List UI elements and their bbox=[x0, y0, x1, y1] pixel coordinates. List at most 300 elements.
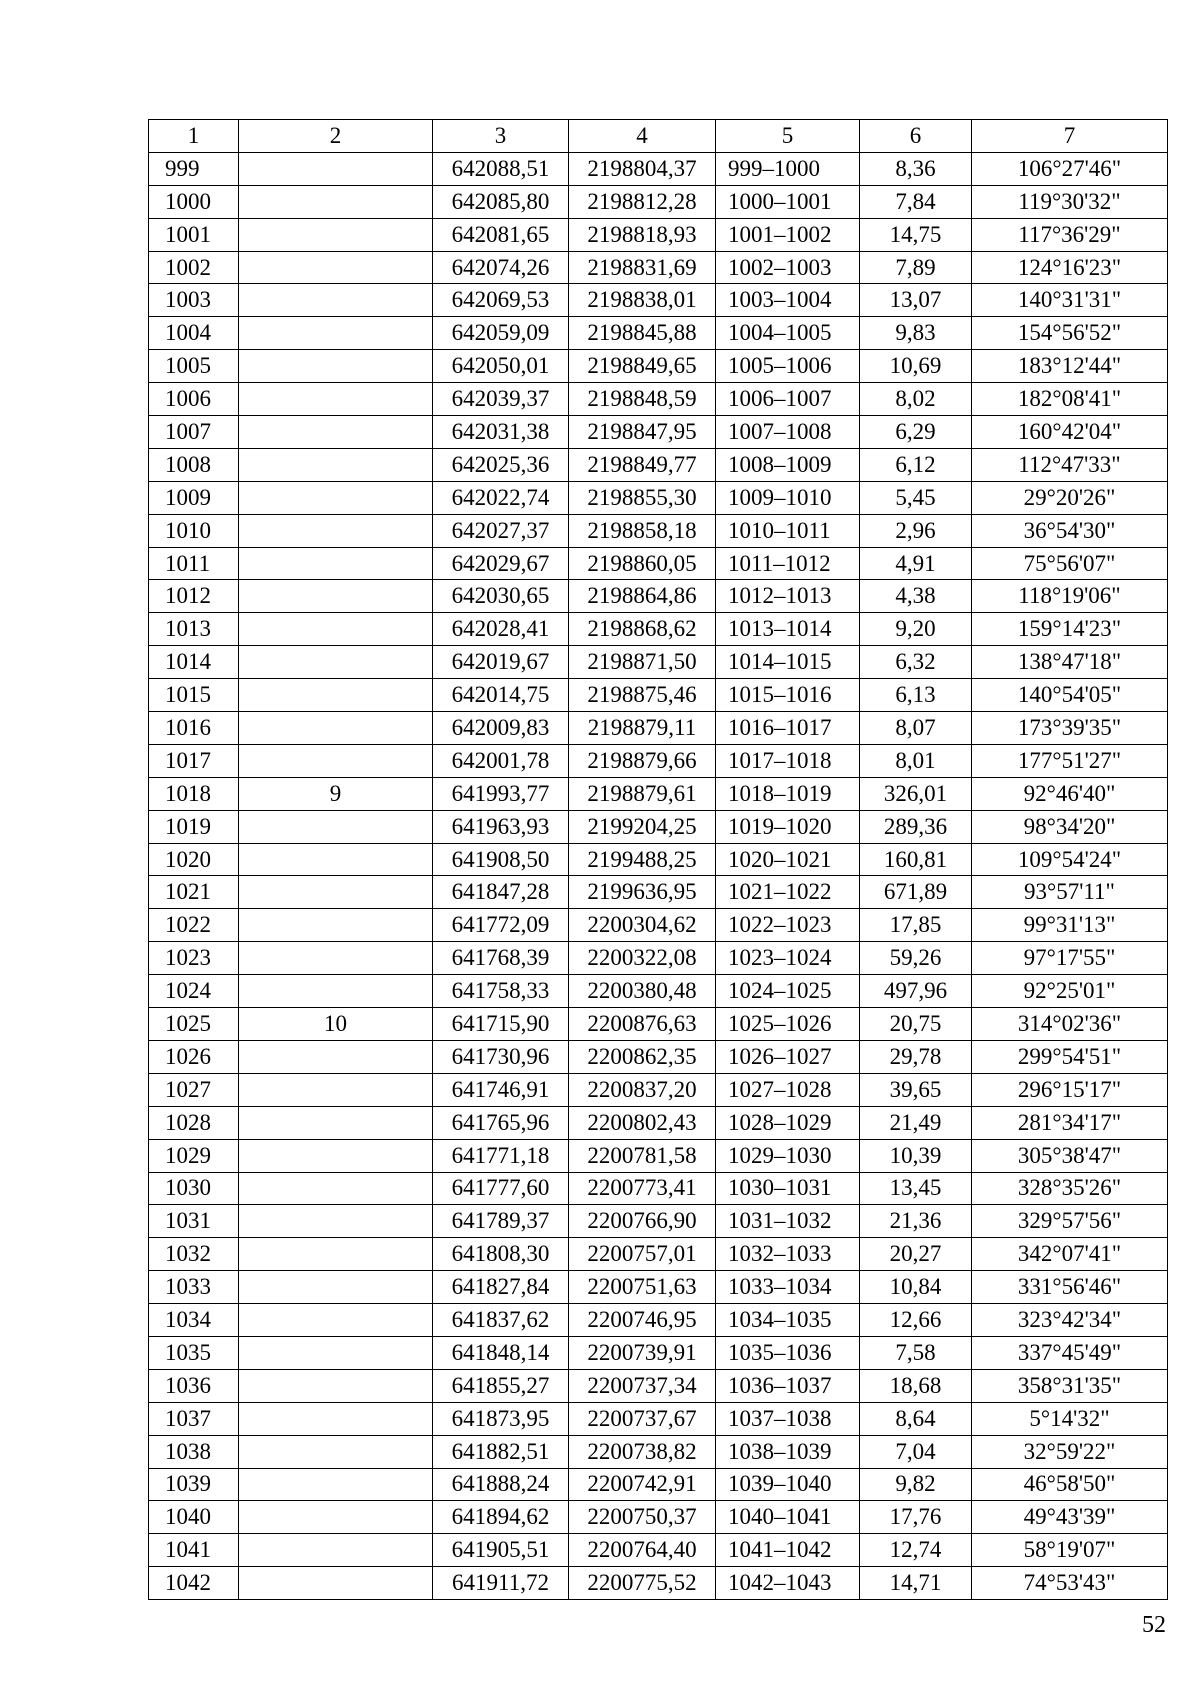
cell-coord-x: 642050,01 bbox=[433, 350, 569, 383]
cell-bearing: 154°56'52" bbox=[972, 317, 1168, 350]
cell-length: 9,83 bbox=[860, 317, 972, 350]
cell-segment: 1020–1021 bbox=[716, 843, 860, 876]
cell-point-number: 1025 bbox=[149, 1008, 239, 1041]
cell-bearing: 159°14'23" bbox=[972, 613, 1168, 646]
cell-coord-y: 2198879,61 bbox=[569, 777, 716, 810]
page-number: 52 bbox=[1142, 1612, 1166, 1638]
cell-coord-y: 2198804,37 bbox=[569, 152, 716, 185]
cell-length: 20,27 bbox=[860, 1238, 972, 1271]
cell-coord-x: 641993,77 bbox=[433, 777, 569, 810]
cell-coord-y: 2198871,50 bbox=[569, 646, 716, 679]
cell-length: 59,26 bbox=[860, 942, 972, 975]
cell-coord-x: 641894,62 bbox=[433, 1501, 569, 1534]
table-row bbox=[149, 514, 1168, 547]
cell-segment: 1019–1020 bbox=[716, 810, 860, 843]
table-row bbox=[149, 712, 1168, 745]
cell-point-number: 1003 bbox=[149, 284, 239, 317]
cell-coord-y: 2200742,91 bbox=[569, 1468, 716, 1501]
table-row bbox=[149, 481, 1168, 514]
cell-point-number: 1024 bbox=[149, 975, 239, 1008]
cell-coord-y: 2198845,88 bbox=[569, 317, 716, 350]
cell-length: 5,45 bbox=[860, 481, 972, 514]
cell-coord-y: 2200738,82 bbox=[569, 1435, 716, 1468]
table-row bbox=[149, 1567, 1168, 1600]
cell-coord-y: 2200739,91 bbox=[569, 1336, 716, 1369]
table-row bbox=[149, 1172, 1168, 1205]
cell-bearing: 109°54'24" bbox=[972, 843, 1168, 876]
cell-length: 326,01 bbox=[860, 777, 972, 810]
cell-segment: 1002–1003 bbox=[716, 251, 860, 284]
header-cell-3: 3 bbox=[433, 120, 569, 153]
cell-coord-y: 2200322,08 bbox=[569, 942, 716, 975]
cell-coord-x: 641908,50 bbox=[433, 843, 569, 876]
cell-segment: 1032–1033 bbox=[716, 1238, 860, 1271]
cell-coord-x: 641888,24 bbox=[433, 1468, 569, 1501]
cell-segment: 1009–1010 bbox=[716, 481, 860, 514]
table-row bbox=[149, 251, 1168, 284]
cell-bearing: 5°14'32" bbox=[972, 1402, 1168, 1435]
table-row bbox=[149, 383, 1168, 416]
cell-bearing: 305°38'47" bbox=[972, 1139, 1168, 1172]
cell-length: 17,85 bbox=[860, 909, 972, 942]
cell-section-number bbox=[239, 1534, 433, 1567]
cell-coord-y: 2198858,18 bbox=[569, 514, 716, 547]
cell-section-number bbox=[239, 185, 433, 218]
cell-segment: 1024–1025 bbox=[716, 975, 860, 1008]
cell-point-number: 1034 bbox=[149, 1304, 239, 1337]
cell-length: 8,64 bbox=[860, 1402, 972, 1435]
cell-bearing: 337°45'49" bbox=[972, 1336, 1168, 1369]
cell-coord-x: 641905,51 bbox=[433, 1534, 569, 1567]
cell-bearing: 29°20'26" bbox=[972, 481, 1168, 514]
cell-bearing: 329°57'56" bbox=[972, 1205, 1168, 1238]
cell-bearing: 160°42'04" bbox=[972, 416, 1168, 449]
cell-coord-x: 641777,60 bbox=[433, 1172, 569, 1205]
cell-coord-y: 2198864,86 bbox=[569, 580, 716, 613]
cell-segment: 1018–1019 bbox=[716, 777, 860, 810]
cell-point-number: 1021 bbox=[149, 876, 239, 909]
table-row bbox=[149, 152, 1168, 185]
cell-segment: 1010–1011 bbox=[716, 514, 860, 547]
cell-section-number bbox=[239, 1139, 433, 1172]
cell-length: 21,36 bbox=[860, 1205, 972, 1238]
cell-section-number bbox=[239, 1073, 433, 1106]
cell-coord-x: 642028,41 bbox=[433, 613, 569, 646]
cell-coord-x: 642069,53 bbox=[433, 284, 569, 317]
cell-length: 13,45 bbox=[860, 1172, 972, 1205]
cell-point-number: 1006 bbox=[149, 383, 239, 416]
cell-coord-x: 642081,65 bbox=[433, 218, 569, 251]
cell-segment: 1005–1006 bbox=[716, 350, 860, 383]
cell-coord-x: 642001,78 bbox=[433, 744, 569, 777]
cell-length: 289,36 bbox=[860, 810, 972, 843]
cell-point-number: 1036 bbox=[149, 1369, 239, 1402]
cell-bearing: 49°43'39" bbox=[972, 1501, 1168, 1534]
cell-coord-x: 641827,84 bbox=[433, 1271, 569, 1304]
cell-segment: 1006–1007 bbox=[716, 383, 860, 416]
cell-coord-y: 2198818,93 bbox=[569, 218, 716, 251]
cell-bearing: 331°56'46" bbox=[972, 1271, 1168, 1304]
cell-segment: 1038–1039 bbox=[716, 1435, 860, 1468]
cell-point-number: 1001 bbox=[149, 218, 239, 251]
cell-section-number bbox=[239, 1369, 433, 1402]
table-row bbox=[149, 1271, 1168, 1304]
cell-coord-x: 641765,96 bbox=[433, 1106, 569, 1139]
cell-segment: 1029–1030 bbox=[716, 1139, 860, 1172]
cell-section-number bbox=[239, 448, 433, 481]
cell-segment: 1016–1017 bbox=[716, 712, 860, 745]
cell-section-number bbox=[239, 416, 433, 449]
cell-segment: 1037–1038 bbox=[716, 1402, 860, 1435]
cell-bearing: 140°31'31" bbox=[972, 284, 1168, 317]
cell-coord-y: 2200775,52 bbox=[569, 1567, 716, 1600]
cell-length: 7,84 bbox=[860, 185, 972, 218]
cell-coord-x: 641873,95 bbox=[433, 1402, 569, 1435]
cell-coord-x: 642014,75 bbox=[433, 679, 569, 712]
cell-segment: 1031–1032 bbox=[716, 1205, 860, 1238]
cell-section-number bbox=[239, 909, 433, 942]
cell-section-number bbox=[239, 251, 433, 284]
cell-bearing: 75°56'07" bbox=[972, 547, 1168, 580]
cell-point-number: 1042 bbox=[149, 1567, 239, 1600]
cell-coord-x: 641768,39 bbox=[433, 942, 569, 975]
cell-length: 10,69 bbox=[860, 350, 972, 383]
cell-segment: 1030–1031 bbox=[716, 1172, 860, 1205]
cell-coord-x: 641771,18 bbox=[433, 1139, 569, 1172]
table-row bbox=[149, 547, 1168, 580]
cell-coord-y: 2200766,90 bbox=[569, 1205, 716, 1238]
cell-coord-y: 2199204,25 bbox=[569, 810, 716, 843]
table-row bbox=[149, 185, 1168, 218]
cell-section-number bbox=[239, 1435, 433, 1468]
cell-bearing: 74°53'43" bbox=[972, 1567, 1168, 1600]
cell-section-number bbox=[239, 481, 433, 514]
cell-section-number bbox=[239, 1402, 433, 1435]
cell-coord-y: 2198875,46 bbox=[569, 679, 716, 712]
cell-length: 12,74 bbox=[860, 1534, 972, 1567]
cell-coord-y: 2200837,20 bbox=[569, 1073, 716, 1106]
cell-point-number: 1029 bbox=[149, 1139, 239, 1172]
cell-bearing: 323°42'34" bbox=[972, 1304, 1168, 1337]
cell-length: 2,96 bbox=[860, 514, 972, 547]
cell-point-number: 1039 bbox=[149, 1468, 239, 1501]
cell-bearing: 342°07'41" bbox=[972, 1238, 1168, 1271]
cell-coord-x: 641715,90 bbox=[433, 1008, 569, 1041]
table-row bbox=[149, 1238, 1168, 1271]
cell-point-number: 1027 bbox=[149, 1073, 239, 1106]
cell-segment: 1007–1008 bbox=[716, 416, 860, 449]
cell-length: 9,82 bbox=[860, 1468, 972, 1501]
cell-coord-y: 2200773,41 bbox=[569, 1172, 716, 1205]
table-row bbox=[149, 317, 1168, 350]
cell-length: 7,58 bbox=[860, 1336, 972, 1369]
cell-length: 7,04 bbox=[860, 1435, 972, 1468]
header-cell-1: 1 bbox=[149, 120, 239, 153]
cell-coord-y: 2199636,95 bbox=[569, 876, 716, 909]
cell-coord-x: 642088,51 bbox=[433, 152, 569, 185]
header-cell-2: 2 bbox=[239, 120, 433, 153]
cell-section-number bbox=[239, 514, 433, 547]
cell-coord-y: 2198849,65 bbox=[569, 350, 716, 383]
cell-coord-y: 2199488,25 bbox=[569, 843, 716, 876]
cell-point-number: 1012 bbox=[149, 580, 239, 613]
cell-section-number bbox=[239, 1106, 433, 1139]
cell-bearing: 92°25'01" bbox=[972, 975, 1168, 1008]
header-cell-7: 7 bbox=[972, 120, 1168, 153]
cell-segment: 1040–1041 bbox=[716, 1501, 860, 1534]
cell-segment: 1003–1004 bbox=[716, 284, 860, 317]
cell-coord-x: 642059,09 bbox=[433, 317, 569, 350]
cell-segment: 1026–1027 bbox=[716, 1040, 860, 1073]
table-row bbox=[149, 580, 1168, 613]
cell-section-number bbox=[239, 284, 433, 317]
cell-bearing: 182°08'41" bbox=[972, 383, 1168, 416]
cell-coord-y: 2198831,69 bbox=[569, 251, 716, 284]
cell-point-number: 1020 bbox=[149, 843, 239, 876]
cell-coord-x: 642019,67 bbox=[433, 646, 569, 679]
cell-bearing: 112°47'33" bbox=[972, 448, 1168, 481]
cell-segment: 1011–1012 bbox=[716, 547, 860, 580]
table-row bbox=[149, 350, 1168, 383]
table-row bbox=[149, 1402, 1168, 1435]
cell-length: 13,07 bbox=[860, 284, 972, 317]
cell-section-number bbox=[239, 876, 433, 909]
table-row bbox=[149, 744, 1168, 777]
cell-segment: 1012–1013 bbox=[716, 580, 860, 613]
cell-bearing: 99°31'13" bbox=[972, 909, 1168, 942]
cell-section-number bbox=[239, 613, 433, 646]
cell-length: 10,84 bbox=[860, 1271, 972, 1304]
cell-section-number bbox=[239, 218, 433, 251]
cell-coord-x: 641848,14 bbox=[433, 1336, 569, 1369]
table-row bbox=[149, 1205, 1168, 1238]
cell-section-number bbox=[239, 712, 433, 745]
cell-coord-x: 641882,51 bbox=[433, 1435, 569, 1468]
cell-coord-y: 2200757,01 bbox=[569, 1238, 716, 1271]
cell-coord-x: 641963,93 bbox=[433, 810, 569, 843]
cell-length: 8,36 bbox=[860, 152, 972, 185]
cell-length: 14,75 bbox=[860, 218, 972, 251]
cell-section-number bbox=[239, 317, 433, 350]
cell-coord-x: 641746,91 bbox=[433, 1073, 569, 1106]
cell-length: 6,13 bbox=[860, 679, 972, 712]
cell-length: 8,07 bbox=[860, 712, 972, 745]
cell-coord-y: 2198848,59 bbox=[569, 383, 716, 416]
cell-coord-y: 2198812,28 bbox=[569, 185, 716, 218]
cell-coord-x: 642074,26 bbox=[433, 251, 569, 284]
cell-coord-x: 641772,09 bbox=[433, 909, 569, 942]
table-row bbox=[149, 777, 1168, 810]
cell-point-number: 1040 bbox=[149, 1501, 239, 1534]
cell-coord-y: 2200764,40 bbox=[569, 1534, 716, 1567]
cell-section-number bbox=[239, 975, 433, 1008]
cell-segment: 1033–1034 bbox=[716, 1271, 860, 1304]
cell-length: 10,39 bbox=[860, 1139, 972, 1172]
cell-section-number bbox=[239, 1040, 433, 1073]
cell-bearing: 281°34'17" bbox=[972, 1106, 1168, 1139]
cell-segment: 999–1000 bbox=[716, 152, 860, 185]
cell-coord-y: 2198860,05 bbox=[569, 547, 716, 580]
cell-point-number: 1002 bbox=[149, 251, 239, 284]
cell-coord-x: 642009,83 bbox=[433, 712, 569, 745]
cell-section-number bbox=[239, 942, 433, 975]
header-cell-4: 4 bbox=[569, 120, 716, 153]
cell-bearing: 58°19'07" bbox=[972, 1534, 1168, 1567]
cell-coord-y: 2200802,43 bbox=[569, 1106, 716, 1139]
cell-length: 9,20 bbox=[860, 613, 972, 646]
cell-length: 6,32 bbox=[860, 646, 972, 679]
cell-bearing: 124°16'23" bbox=[972, 251, 1168, 284]
table-row bbox=[149, 909, 1168, 942]
cell-section-number bbox=[239, 1501, 433, 1534]
cell-point-number: 1016 bbox=[149, 712, 239, 745]
cell-point-number: 1015 bbox=[149, 679, 239, 712]
table-body bbox=[149, 152, 1168, 1599]
cell-point-number: 1007 bbox=[149, 416, 239, 449]
cell-section-number bbox=[239, 1304, 433, 1337]
cell-section-number bbox=[239, 1172, 433, 1205]
cell-bearing: 173°39'35" bbox=[972, 712, 1168, 745]
cell-point-number: 1013 bbox=[149, 613, 239, 646]
cell-point-number: 1022 bbox=[149, 909, 239, 942]
cell-point-number: 1026 bbox=[149, 1040, 239, 1073]
cell-point-number: 1032 bbox=[149, 1238, 239, 1271]
cell-coord-x: 642029,67 bbox=[433, 547, 569, 580]
cell-coord-y: 2200746,95 bbox=[569, 1304, 716, 1337]
cell-length: 14,71 bbox=[860, 1567, 972, 1600]
table-row bbox=[149, 843, 1168, 876]
cell-segment: 1001–1002 bbox=[716, 218, 860, 251]
header-cell-5: 5 bbox=[716, 120, 860, 153]
cell-segment: 1036–1037 bbox=[716, 1369, 860, 1402]
cell-coord-x: 642031,38 bbox=[433, 416, 569, 449]
cell-section-number bbox=[239, 1238, 433, 1271]
cell-bearing: 358°31'35" bbox=[972, 1369, 1168, 1402]
table-row bbox=[149, 1501, 1168, 1534]
cell-section-number bbox=[239, 744, 433, 777]
cell-coord-y: 2198879,11 bbox=[569, 712, 716, 745]
cell-length: 8,01 bbox=[860, 744, 972, 777]
cell-point-number: 1010 bbox=[149, 514, 239, 547]
cell-coord-y: 2198855,30 bbox=[569, 481, 716, 514]
cell-point-number: 1008 bbox=[149, 448, 239, 481]
cell-coord-y: 2200781,58 bbox=[569, 1139, 716, 1172]
cell-point-number: 1035 bbox=[149, 1336, 239, 1369]
table-row bbox=[149, 1073, 1168, 1106]
cell-bearing: 296°15'17" bbox=[972, 1073, 1168, 1106]
coordinates-table bbox=[148, 119, 1168, 1600]
cell-segment: 1015–1016 bbox=[716, 679, 860, 712]
cell-section-number bbox=[239, 679, 433, 712]
cell-coord-x: 641808,30 bbox=[433, 1238, 569, 1271]
cell-bearing: 46°58'50" bbox=[972, 1468, 1168, 1501]
cell-point-number: 1018 bbox=[149, 777, 239, 810]
cell-section-number bbox=[239, 1205, 433, 1238]
cell-segment: 1022–1023 bbox=[716, 909, 860, 942]
cell-bearing: 140°54'05" bbox=[972, 679, 1168, 712]
cell-section-number bbox=[239, 1567, 433, 1600]
cell-point-number: 1005 bbox=[149, 350, 239, 383]
cell-segment: 1000–1001 bbox=[716, 185, 860, 218]
table-row bbox=[149, 646, 1168, 679]
cell-length: 160,81 bbox=[860, 843, 972, 876]
table-row bbox=[149, 1468, 1168, 1501]
cell-coord-x: 642039,37 bbox=[433, 383, 569, 416]
cell-length: 4,91 bbox=[860, 547, 972, 580]
cell-coord-x: 642025,36 bbox=[433, 448, 569, 481]
cell-segment: 1008–1009 bbox=[716, 448, 860, 481]
cell-bearing: 106°27'46" bbox=[972, 152, 1168, 185]
cell-segment: 1041–1042 bbox=[716, 1534, 860, 1567]
cell-coord-y: 2200304,62 bbox=[569, 909, 716, 942]
cell-segment: 1023–1024 bbox=[716, 942, 860, 975]
header-row bbox=[149, 120, 1168, 153]
cell-section-number bbox=[239, 547, 433, 580]
cell-coord-x: 641789,37 bbox=[433, 1205, 569, 1238]
cell-bearing: 117°36'29" bbox=[972, 218, 1168, 251]
header-cell-6: 6 bbox=[860, 120, 972, 153]
table-row bbox=[149, 218, 1168, 251]
cell-section-number bbox=[239, 1336, 433, 1369]
cell-section-number bbox=[239, 350, 433, 383]
cell-section-number: 9 bbox=[239, 777, 433, 810]
cell-length: 17,76 bbox=[860, 1501, 972, 1534]
table-row bbox=[149, 448, 1168, 481]
cell-bearing: 138°47'18" bbox=[972, 646, 1168, 679]
table-row bbox=[149, 284, 1168, 317]
cell-bearing: 328°35'26" bbox=[972, 1172, 1168, 1205]
cell-coord-y: 2200751,63 bbox=[569, 1271, 716, 1304]
cell-bearing: 92°46'40" bbox=[972, 777, 1168, 810]
cell-coord-y: 2198847,95 bbox=[569, 416, 716, 449]
table-row bbox=[149, 810, 1168, 843]
cell-bearing: 36°54'30" bbox=[972, 514, 1168, 547]
table-row bbox=[149, 679, 1168, 712]
cell-length: 39,65 bbox=[860, 1073, 972, 1106]
cell-coord-y: 2198849,77 bbox=[569, 448, 716, 481]
cell-point-number: 1033 bbox=[149, 1271, 239, 1304]
cell-coord-x: 642030,65 bbox=[433, 580, 569, 613]
cell-section-number bbox=[239, 1271, 433, 1304]
cell-segment: 1028–1029 bbox=[716, 1106, 860, 1139]
cell-bearing: 177°51'27" bbox=[972, 744, 1168, 777]
cell-point-number: 1011 bbox=[149, 547, 239, 580]
cell-coord-y: 2198879,66 bbox=[569, 744, 716, 777]
cell-bearing: 299°54'51" bbox=[972, 1040, 1168, 1073]
table-row bbox=[149, 876, 1168, 909]
cell-length: 4,38 bbox=[860, 580, 972, 613]
cell-length: 20,75 bbox=[860, 1008, 972, 1041]
cell-point-number: 1004 bbox=[149, 317, 239, 350]
cell-point-number: 1041 bbox=[149, 1534, 239, 1567]
cell-point-number: 999 bbox=[149, 152, 239, 185]
table-row bbox=[149, 942, 1168, 975]
cell-section-number bbox=[239, 1468, 433, 1501]
cell-section-number bbox=[239, 383, 433, 416]
cell-point-number: 1030 bbox=[149, 1172, 239, 1205]
table-row bbox=[149, 1435, 1168, 1468]
cell-point-number: 1031 bbox=[149, 1205, 239, 1238]
cell-coord-y: 2200862,35 bbox=[569, 1040, 716, 1073]
cell-segment: 1021–1022 bbox=[716, 876, 860, 909]
cell-coord-x: 641837,62 bbox=[433, 1304, 569, 1337]
cell-bearing: 314°02'36" bbox=[972, 1008, 1168, 1041]
cell-point-number: 1000 bbox=[149, 185, 239, 218]
cell-coord-x: 641730,96 bbox=[433, 1040, 569, 1073]
cell-bearing: 98°34'20" bbox=[972, 810, 1168, 843]
cell-point-number: 1017 bbox=[149, 744, 239, 777]
cell-section-number bbox=[239, 580, 433, 613]
